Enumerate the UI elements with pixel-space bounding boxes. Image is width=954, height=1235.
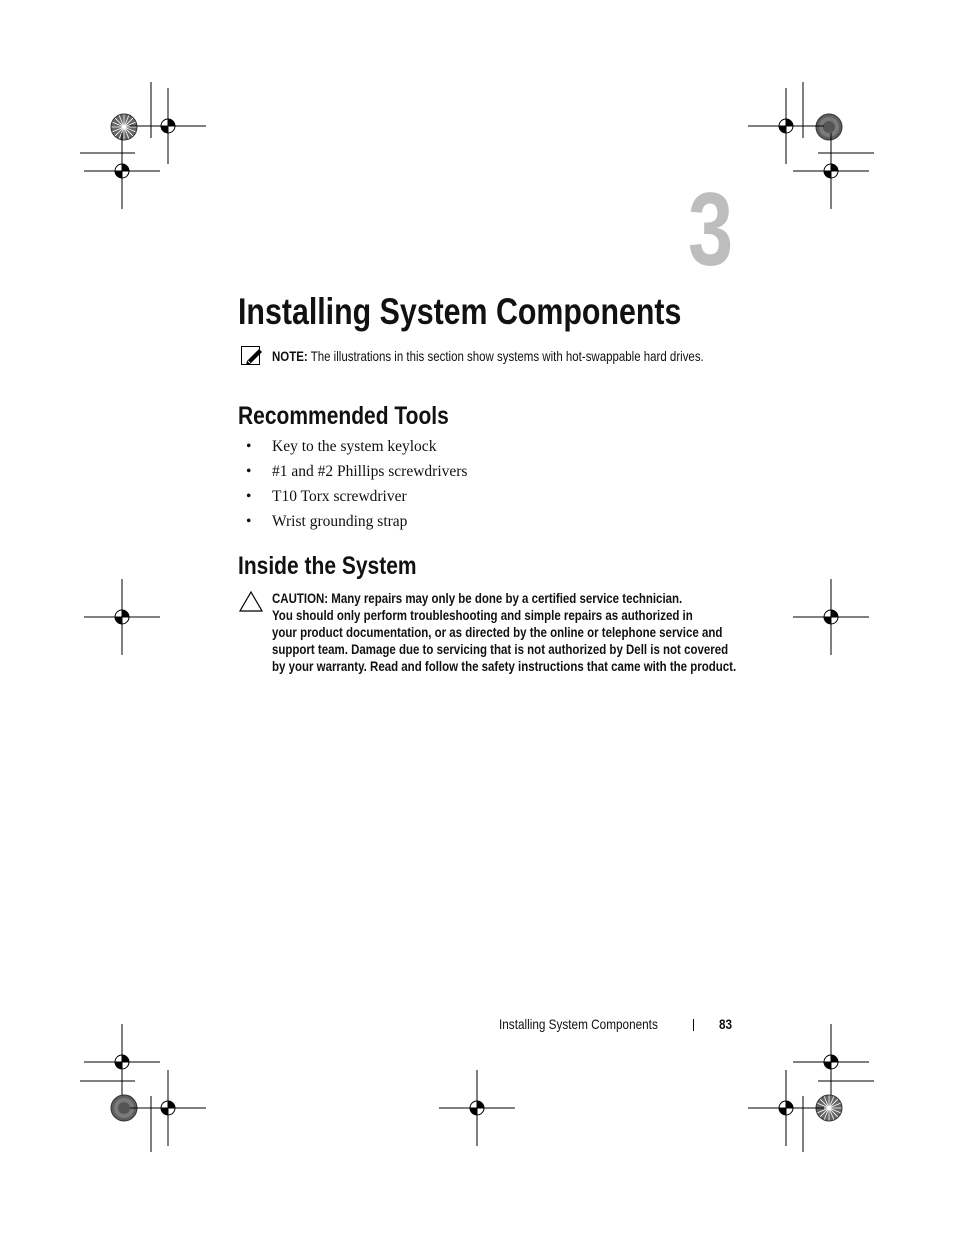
footer-separator xyxy=(693,1019,694,1031)
note-label: NOTE: xyxy=(272,348,308,364)
caution-line xyxy=(272,590,739,607)
bullet-mark: • xyxy=(246,438,252,455)
bullet-mark: • xyxy=(246,513,252,530)
bullet-mark: • xyxy=(246,463,252,480)
page-number: 83 xyxy=(719,1016,733,1032)
bullet-mark: • xyxy=(246,488,252,505)
chapter-number: 3 xyxy=(688,172,734,288)
list-item-text: #1 and #2 Phillips screwdrivers xyxy=(272,463,468,480)
list-item-text: Key to the system keylock xyxy=(272,438,437,455)
caution-label: CAUTION: xyxy=(272,590,329,606)
caution-line: support team. Damage due to servicing that is not authorized by Dell is not covered xyxy=(272,641,729,657)
caution-line: by your warranty. Read and follow the safety instructions that came with the product. xyxy=(272,658,737,674)
note-text xyxy=(272,347,731,365)
list-item-text: T10 Torx screwdriver xyxy=(272,488,407,505)
note-body: The illustrations in this section show systems with hot-swappable hard drives. xyxy=(307,348,704,364)
inside-system-heading: Inside the System xyxy=(238,552,417,580)
page-title: Installing System Components xyxy=(238,291,682,332)
caution-line: your product documentation, or as directed by the online or telephone service and xyxy=(272,624,723,640)
recommended-tools-heading: Recommended Tools xyxy=(238,402,449,430)
caution-line: You should only perform troubleshooting and simple repairs as authorized in xyxy=(272,607,693,623)
caution-text xyxy=(272,590,739,675)
caution-line-text: Many repairs may only be done by a certified service technician. xyxy=(328,590,683,606)
footer-title: Installing System Components xyxy=(499,1016,658,1032)
pencil-note-icon xyxy=(241,346,263,366)
caution-triangle-icon xyxy=(239,591,263,612)
list-item-text: Wrist grounding strap xyxy=(272,513,408,530)
